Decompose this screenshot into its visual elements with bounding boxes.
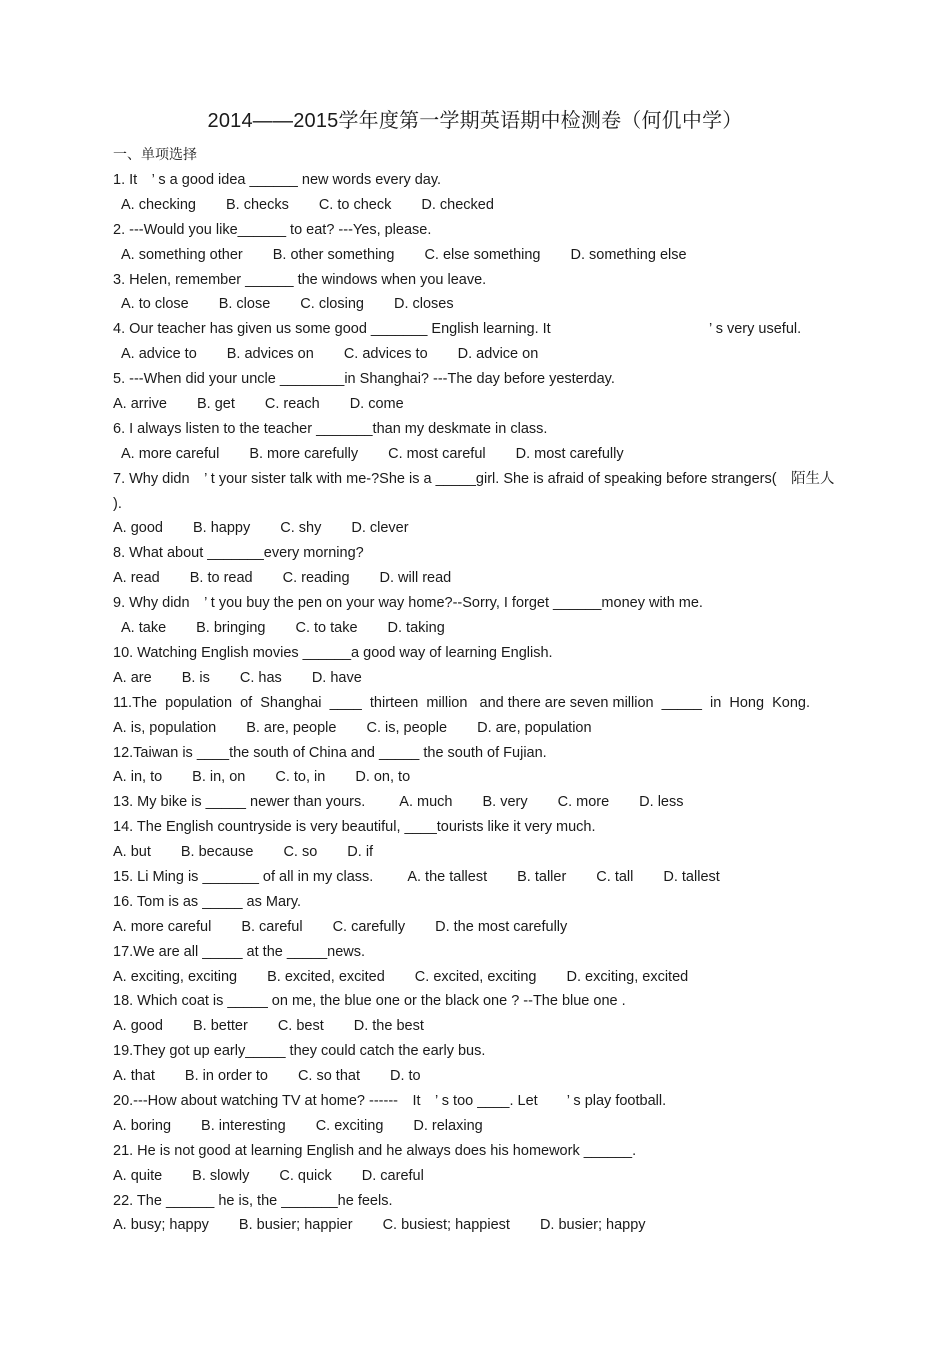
options-line	[113, 342, 838, 367]
options-line	[113, 1014, 838, 1039]
answer-option: C. excited, exciting	[414, 968, 537, 985]
answer-option: A. more careful	[121, 445, 220, 462]
answer-option: B. careful	[241, 918, 303, 935]
question-text: 7. Why didn ’ t your sister talk with me-?She is a _____girl. She is afraid of speaking before strangers( 陌生人 ).	[113, 470, 835, 512]
answer-option: B. bringing	[196, 620, 266, 637]
answer-option: C. shy	[280, 520, 322, 537]
answer-option: D. checked	[421, 196, 494, 213]
answer-option: C. to, in	[275, 769, 326, 786]
answer-option: C. has	[239, 669, 282, 686]
answer-option: C. so	[283, 844, 318, 861]
answer-option: A. the tallest	[407, 868, 488, 885]
answer-option: D. less	[639, 794, 684, 811]
answer-option: A. good	[113, 1018, 163, 1035]
options-line	[113, 392, 838, 417]
answer-option: C. carefully	[332, 918, 406, 935]
question-line	[113, 541, 838, 566]
answer-option: C. so that	[297, 1068, 360, 1085]
answer-option: D. come	[349, 396, 404, 413]
answer-option: B. happy	[193, 520, 251, 537]
answer-option: D. the best	[353, 1018, 424, 1035]
question-line	[113, 890, 838, 915]
answer-option: A. in, to	[113, 769, 163, 786]
question-text: 17.We are all _____ at the _____news.	[113, 943, 366, 960]
page-title: 2014——2015学年度第一学期英语期中检测卷（何仉中学）	[207, 110, 743, 132]
options-line	[113, 292, 838, 317]
answer-option: C. tall	[596, 868, 634, 885]
question-line	[113, 691, 838, 716]
answer-option: D. tallest	[663, 868, 720, 885]
options-line	[113, 1164, 838, 1189]
answer-option: B. in order to	[184, 1068, 268, 1085]
answer-option: B. better	[193, 1018, 248, 1035]
options-line	[113, 442, 838, 467]
options-line	[113, 1064, 838, 1089]
question-line	[113, 1139, 838, 1164]
answer-option: A. more careful	[113, 918, 212, 935]
question-text: 2. ---Would you like______ to eat? ---Yes, please.	[113, 221, 432, 238]
answer-option: A. checking	[121, 196, 196, 213]
question-line	[113, 1189, 838, 1214]
answer-option: B. busier; happier	[238, 1217, 353, 1234]
question-text: 11.The population of Shanghai ____ thirteen million and there are seven million _____ in Hong Kong.	[113, 694, 810, 711]
answer-option: B. get	[197, 396, 235, 413]
answer-option: C. to take	[295, 620, 358, 637]
answer-option: C. to check	[318, 196, 392, 213]
options-line	[113, 566, 838, 591]
answer-option: B. excited, excited	[267, 968, 385, 985]
question-line	[113, 790, 838, 815]
question-line	[113, 467, 838, 517]
answer-option: A. arrive	[113, 396, 167, 413]
answer-option: C. else something	[424, 246, 541, 263]
answer-option: A. good	[113, 520, 163, 537]
answer-option: B. to read	[189, 570, 253, 587]
answer-option: A. quite	[113, 1167, 163, 1184]
answer-option: D. busier; happy	[539, 1217, 646, 1234]
question-line	[113, 815, 838, 840]
options-line	[113, 516, 838, 541]
question-text: 1. It ’ s a good idea ______ new words every day.	[113, 172, 442, 188]
answer-option: D. if	[347, 844, 374, 861]
question-text: 12.Taiwan is ____the south of China and _____ the south of Fujian.	[113, 744, 547, 761]
answer-option: C. is, people	[366, 719, 448, 736]
question-text: 16. Tom is as _____ as Mary.	[113, 893, 302, 910]
answer-option: C. reading	[282, 570, 350, 587]
answer-option: B. close	[218, 296, 271, 313]
question-text: 3. Helen, remember ______ the windows when you leave.	[113, 271, 487, 288]
answer-option: C. best	[277, 1018, 324, 1035]
options-line	[113, 1114, 838, 1139]
answer-option: C. most careful	[388, 445, 486, 462]
answer-option: D. clever	[351, 520, 409, 537]
answer-option: B. are, people	[246, 719, 337, 736]
answer-option: D. have	[311, 669, 362, 686]
options-line	[113, 1213, 838, 1238]
question-text: 4. Our teacher has given us some good _______ English learning. It	[113, 321, 551, 338]
question-text: 15. Li Ming is _______ of all in my class.	[113, 868, 374, 885]
section-heading: 一、单项选择	[113, 146, 197, 162]
options-line	[113, 666, 838, 691]
answer-option: D. exciting, excited	[566, 968, 689, 985]
answer-option: C. closing	[300, 296, 364, 313]
answer-option: A. advice to	[121, 346, 197, 363]
question-line	[113, 641, 838, 666]
question-text: 22. The ______ he is, the _______he feels.	[113, 1192, 393, 1209]
options-line	[113, 243, 838, 268]
answer-option: B. very	[482, 794, 528, 811]
answer-option: B. because	[180, 844, 254, 861]
answer-option: D. advice on	[457, 346, 539, 363]
question-text-tail: ’ s very useful.	[709, 321, 802, 338]
question-line	[113, 989, 838, 1014]
answer-option: D. something else	[570, 246, 687, 263]
question-text: 14. The English countryside is very beautiful, ____tourists like it very much.	[113, 819, 596, 836]
question-line	[113, 417, 838, 442]
answer-option: C. reach	[264, 396, 320, 413]
answer-option: B. advices on	[226, 346, 314, 363]
question-text: 18. Which coat is _____ on me, the blue one or the black one ? --The blue one .	[113, 993, 626, 1010]
answer-option: A. something other	[121, 246, 243, 263]
question-line	[113, 218, 838, 243]
answer-option: A. busy; happy	[113, 1217, 209, 1234]
answer-option: B. is	[181, 669, 210, 686]
answer-option: B. taller	[517, 868, 567, 885]
question-text: 21. He is not good at learning English and he always does his homework ______.	[113, 1142, 637, 1159]
answer-option: C. busiest; happiest	[382, 1217, 510, 1234]
answer-option: A. that	[113, 1068, 155, 1085]
answer-option: C. more	[557, 794, 610, 811]
question-text: 20.---How about watching TV at home? ------ It ’ s too ____. Let ’ s play football.	[113, 1092, 667, 1109]
question-line	[113, 1089, 838, 1114]
answer-option: C. advices to	[343, 346, 428, 363]
options-line	[113, 765, 838, 790]
answer-option: B. interesting	[201, 1117, 286, 1134]
options-line	[113, 965, 838, 990]
answer-option: B. more carefully	[249, 445, 359, 462]
answer-option: A. to close	[121, 296, 189, 313]
options-line	[113, 193, 838, 218]
answer-option: D. will read	[379, 570, 452, 587]
answer-option: D. are, population	[477, 719, 592, 736]
question-text: 13. My bike is _____ newer than yours.	[113, 794, 366, 811]
answer-option: A. read	[113, 570, 160, 587]
question-text: 10. Watching English movies ______a good way of learning English.	[113, 644, 553, 661]
answer-option: D. to	[390, 1068, 421, 1085]
answer-option: A. much	[399, 794, 453, 811]
answer-option: D. the most carefully	[435, 918, 568, 935]
question-text: 8. What about _______every morning?	[113, 545, 364, 562]
answer-option: D. careful	[361, 1167, 424, 1184]
question-line	[113, 1039, 838, 1064]
question-line	[113, 168, 838, 193]
question-list	[113, 168, 838, 1238]
answer-option: C. exciting	[315, 1117, 384, 1134]
question-line	[113, 741, 838, 766]
answer-option: A. is, population	[113, 719, 217, 736]
answer-option: B. other something	[272, 246, 395, 263]
answer-option: B. in, on	[192, 769, 246, 786]
question-line	[113, 367, 838, 392]
answer-option: D. on, to	[355, 769, 411, 786]
question-text: 6. I always listen to the teacher _______than my deskmate in class.	[113, 420, 548, 437]
options-line	[113, 716, 838, 741]
answer-option: D. most carefully	[515, 445, 624, 462]
question-line	[113, 317, 838, 342]
options-line	[113, 840, 838, 865]
question-line	[113, 940, 838, 965]
answer-option: B. checks	[225, 196, 289, 213]
question-line	[113, 268, 838, 293]
options-line	[113, 915, 838, 940]
question-line	[113, 591, 838, 616]
answer-option: A. boring	[113, 1117, 172, 1134]
answer-option: A. take	[121, 620, 167, 637]
answer-option: A. exciting, exciting	[113, 968, 238, 985]
answer-option: B. slowly	[192, 1167, 250, 1184]
answer-option: D. closes	[393, 296, 454, 313]
answer-option: A. are	[113, 669, 152, 686]
answer-option: D. relaxing	[413, 1117, 483, 1134]
answer-option: A. but	[113, 844, 151, 861]
question-text: 5. ---When did your uncle ________in Shanghai? ---The day before yesterday.	[113, 371, 615, 388]
answer-option: D. taking	[387, 620, 445, 637]
question-line	[113, 865, 838, 890]
question-text: 9. Why didn ’ t you buy the pen on your way home?--Sorry, I forget ______money with me.	[113, 595, 703, 612]
options-line	[113, 616, 838, 641]
answer-option: C. quick	[279, 1167, 332, 1184]
question-text: 19.They got up early_____ they could catch the early bus.	[113, 1043, 486, 1060]
